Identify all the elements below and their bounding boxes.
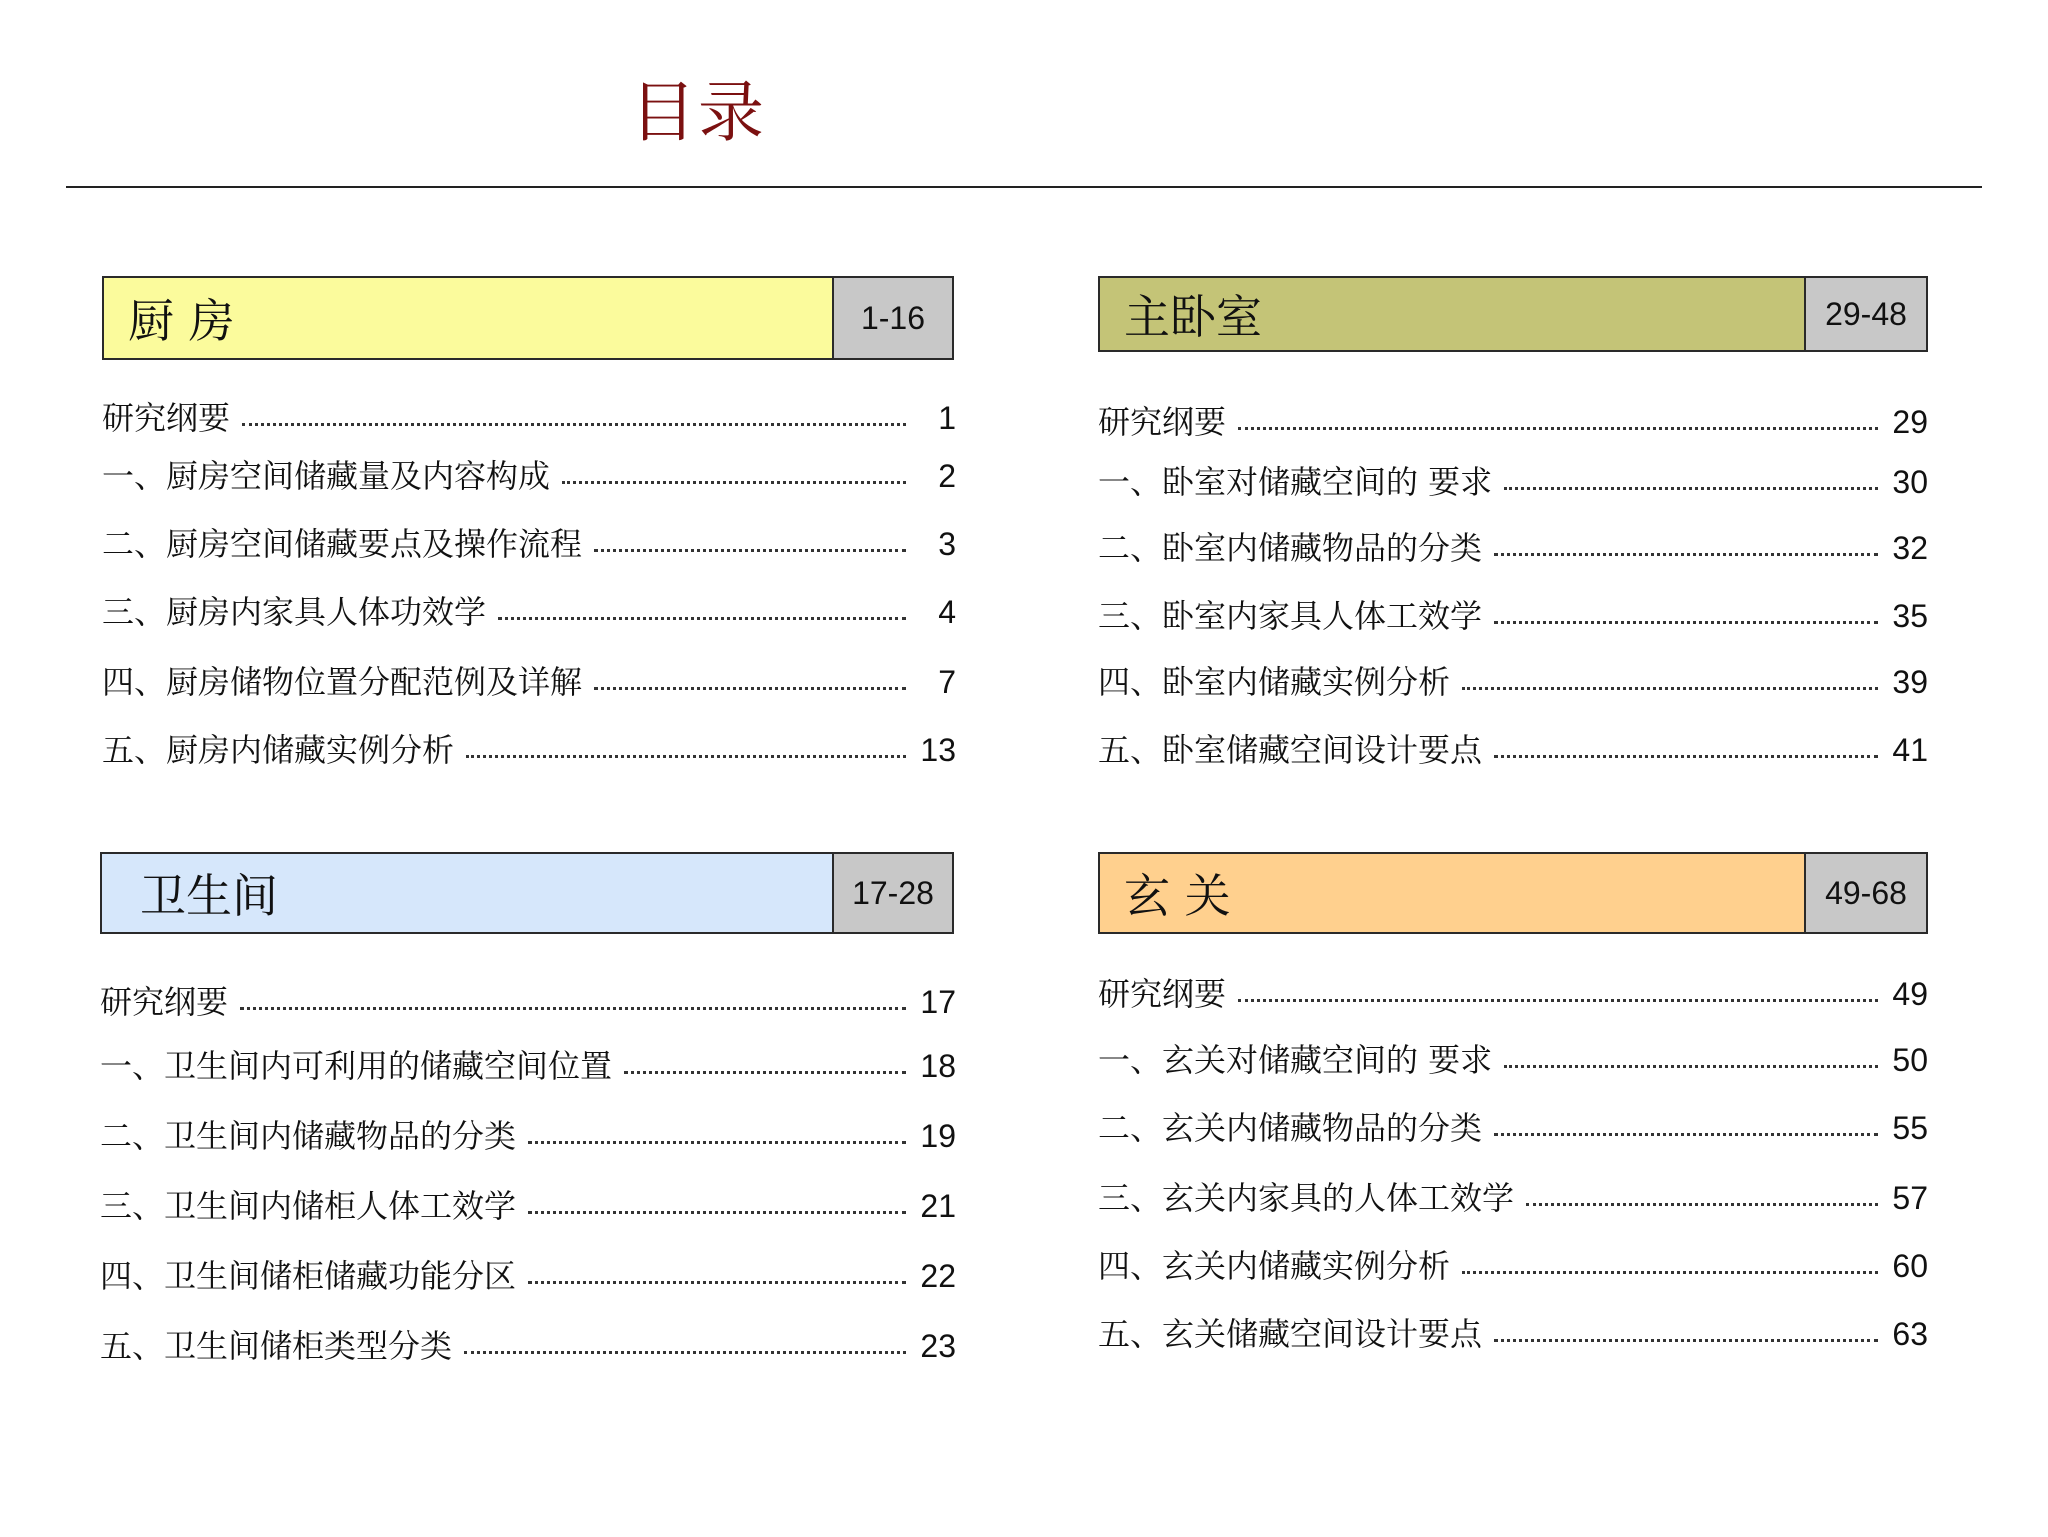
section-page-range: 17-28: [834, 854, 952, 932]
toc-item[interactable]: [100, 1182, 956, 1225]
toc-item[interactable]: [102, 588, 956, 631]
toc-item[interactable]: [100, 1112, 956, 1155]
toc-item-page: 3: [938, 526, 956, 562]
leader-dots: [1526, 1203, 1878, 1206]
toc-item-label: 研究纲要: [100, 983, 229, 1021]
toc-item-page: 39: [1892, 664, 1928, 700]
leader-dots: [562, 481, 906, 484]
leader-dots: [594, 549, 906, 552]
leader-dots: [464, 1351, 906, 1354]
toc-item-page: 4: [938, 594, 956, 630]
toc-item-page: 41: [1892, 732, 1928, 768]
toc-item[interactable]: [102, 394, 956, 437]
leader-dots: [1504, 487, 1878, 490]
toc-item[interactable]: [1098, 1310, 1928, 1353]
toc-item[interactable]: [1098, 398, 1928, 441]
toc-item-label: 五、厨房内储藏实例分析: [102, 731, 455, 769]
toc-item-label: 二、玄关内储藏物品的分类: [1098, 1109, 1483, 1147]
toc-item[interactable]: [102, 658, 956, 701]
toc-item[interactable]: [1098, 1036, 1928, 1079]
toc-item[interactable]: [1098, 1242, 1928, 1285]
toc-item-label: 研究纲要: [102, 399, 231, 437]
leader-dots: [1238, 999, 1878, 1002]
leader-dots: [1462, 1271, 1878, 1274]
toc-item-label: 三、卫生间内储柜人体工效学: [100, 1187, 517, 1225]
toc-item-page: 29: [1892, 404, 1928, 440]
title-divider: [66, 186, 1982, 188]
section-header-kitchen[interactable]: [102, 276, 954, 360]
toc-item-page: 2: [938, 458, 956, 494]
toc-item-label: 五、玄关储藏空间设计要点: [1098, 1315, 1483, 1353]
section-header-entrance[interactable]: [1098, 852, 1928, 934]
toc-item-label: 研究纲要: [1098, 403, 1227, 441]
toc-item-label: 研究纲要: [1098, 975, 1227, 1013]
leader-dots: [528, 1141, 906, 1144]
page-title: 目录: [630, 74, 766, 151]
toc-item-page: 1: [938, 400, 956, 436]
toc-item-label: 四、卫生间储柜储藏功能分区: [100, 1257, 517, 1295]
toc-item[interactable]: [100, 1042, 956, 1085]
toc-item[interactable]: [100, 1322, 956, 1365]
toc-item-page: 50: [1892, 1042, 1928, 1078]
section-title: 卫生间: [102, 854, 834, 932]
toc-item[interactable]: [100, 978, 956, 1021]
toc-item-page: 7: [938, 664, 956, 700]
toc-item[interactable]: [1098, 658, 1928, 701]
toc-item-label: 三、卧室内家具人体工效学: [1098, 597, 1483, 635]
toc-item-label: 一、卫生间内可利用的储藏空间位置: [100, 1047, 613, 1085]
toc-item-label: 三、玄关内家具的人体工效学: [1098, 1179, 1515, 1217]
leader-dots: [1462, 687, 1878, 690]
toc-item-page: 21: [920, 1188, 956, 1224]
leader-dots: [1494, 1133, 1878, 1136]
toc-item-page: 57: [1892, 1180, 1928, 1216]
toc-item-label: 一、卧室对储藏空间的 要求: [1098, 463, 1493, 501]
toc-item-label: 四、厨房储物位置分配范例及详解: [102, 663, 583, 701]
toc-item-page: 60: [1892, 1248, 1928, 1284]
toc-item[interactable]: [1098, 524, 1928, 567]
toc-item-page: 32: [1892, 530, 1928, 566]
leader-dots: [1494, 553, 1878, 556]
toc-item-label: 二、厨房空间储藏要点及操作流程: [102, 525, 583, 563]
section-page-range: 1-16: [834, 278, 952, 358]
leader-dots: [1504, 1065, 1878, 1068]
toc-item-page: 19: [920, 1118, 956, 1154]
section-title: 主卧室: [1100, 278, 1806, 350]
toc-item-label: 一、厨房空间储藏量及内容构成: [102, 457, 551, 495]
leader-dots: [1494, 755, 1878, 758]
leader-dots: [1494, 621, 1878, 624]
toc-item-page: 63: [1892, 1316, 1928, 1352]
toc-item-label: 五、卫生间储柜类型分类: [100, 1327, 453, 1365]
section-header-bathroom[interactable]: [100, 852, 954, 934]
leader-dots: [528, 1281, 906, 1284]
section-title: 玄 关: [1100, 854, 1806, 932]
toc-item[interactable]: [102, 520, 956, 563]
toc-item[interactable]: [100, 1252, 956, 1295]
toc-item-page: 23: [920, 1328, 956, 1364]
toc-item-label: 五、卧室储藏空间设计要点: [1098, 731, 1483, 769]
toc-item-page: 17: [920, 984, 956, 1020]
toc-item-label: 一、玄关对储藏空间的 要求: [1098, 1041, 1493, 1079]
toc-item[interactable]: [1098, 970, 1928, 1013]
toc-item[interactable]: [1098, 458, 1928, 501]
toc-item-page: 35: [1892, 598, 1928, 634]
toc-item-page: 30: [1892, 464, 1928, 500]
section-page-range: 29-48: [1806, 278, 1926, 350]
toc-item-label: 四、卧室内储藏实例分析: [1098, 663, 1451, 701]
toc-item-label: 二、卫生间内储藏物品的分类: [100, 1117, 517, 1155]
toc-item-page: 22: [920, 1258, 956, 1294]
leader-dots: [1238, 427, 1878, 430]
toc-item-label: 四、玄关内储藏实例分析: [1098, 1247, 1451, 1285]
leader-dots: [498, 617, 906, 620]
section-title: 厨 房: [104, 278, 834, 358]
leader-dots: [240, 1007, 906, 1010]
leader-dots: [242, 423, 906, 426]
leader-dots: [1494, 1339, 1878, 1342]
leader-dots: [624, 1071, 906, 1074]
toc-item-label: 二、卧室内储藏物品的分类: [1098, 529, 1483, 567]
leader-dots: [594, 687, 906, 690]
toc-item-label: 三、厨房内家具人体功效学: [102, 593, 487, 631]
toc-item[interactable]: [1098, 726, 1928, 769]
toc-item[interactable]: [1098, 1174, 1928, 1217]
section-page-range: 49-68: [1806, 854, 1926, 932]
toc-item-page: 13: [920, 732, 956, 768]
toc-item-page: 49: [1892, 976, 1928, 1012]
leader-dots: [528, 1211, 906, 1214]
toc-item[interactable]: [102, 726, 956, 769]
toc-item-page: 18: [920, 1048, 956, 1084]
toc-item[interactable]: [1098, 1104, 1928, 1147]
toc-item[interactable]: [1098, 592, 1928, 635]
leader-dots: [466, 755, 906, 758]
toc-item[interactable]: [102, 452, 956, 495]
section-header-bedroom[interactable]: [1098, 276, 1928, 352]
toc-item-page: 55: [1892, 1110, 1928, 1146]
